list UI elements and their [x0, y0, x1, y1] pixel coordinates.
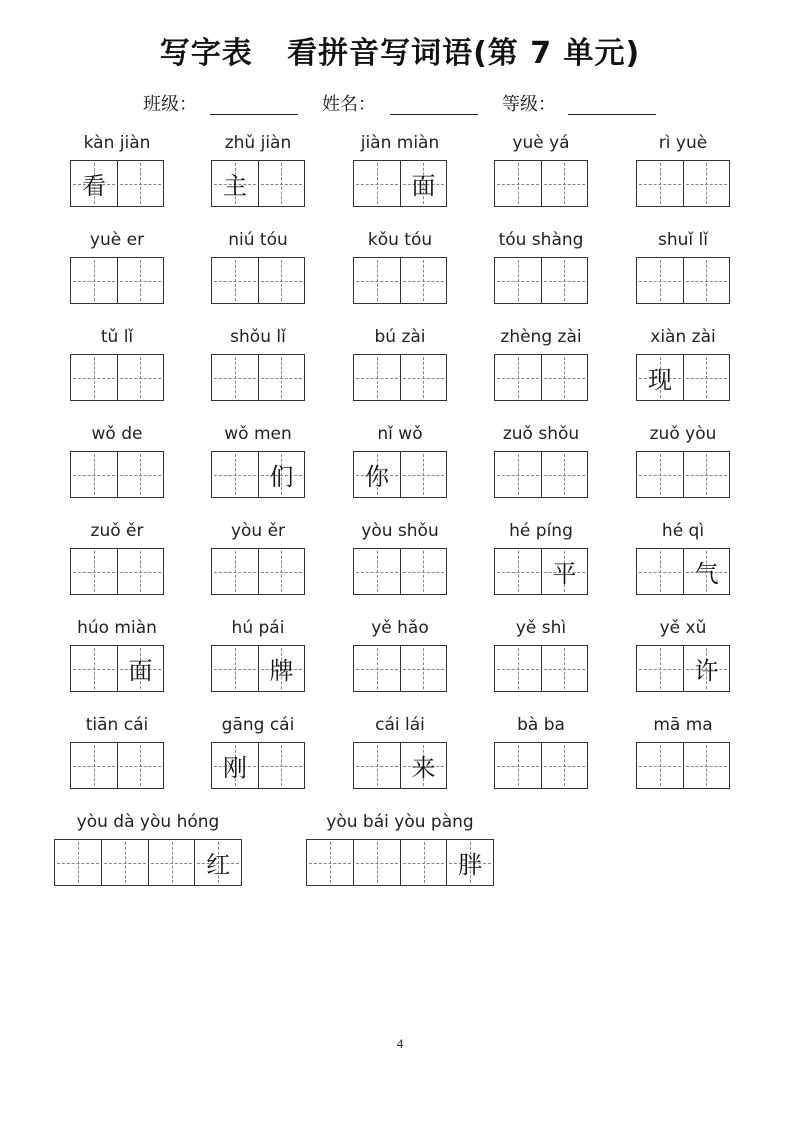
pinyin-label: yě hǎo — [371, 618, 429, 638]
writing-cell[interactable] — [683, 258, 729, 303]
given-character — [71, 355, 117, 400]
given-character — [149, 840, 195, 885]
pinyin-label: zhèng zài — [500, 327, 582, 347]
given-character: 看 — [81, 172, 106, 200]
writing-cell[interactable] — [117, 646, 163, 691]
pinyin-label: zuǒ shǒu — [502, 424, 580, 444]
word-item — [353, 715, 447, 791]
tianzige-grid — [211, 742, 305, 789]
word-item — [494, 424, 588, 500]
writing-cell[interactable] — [117, 452, 163, 497]
writing-cell[interactable] — [258, 743, 304, 788]
given-character — [354, 549, 400, 594]
tianzige-grid — [494, 451, 588, 498]
tianzige-grid — [353, 160, 447, 207]
pinyin-label: tǔ lǐ — [100, 327, 134, 347]
given-character — [259, 258, 304, 303]
writing-cell[interactable] — [307, 840, 353, 885]
given-character — [637, 452, 683, 497]
writing-cell[interactable] — [212, 258, 258, 303]
writing-cell[interactable] — [637, 161, 683, 206]
word-item — [494, 521, 588, 597]
given-character — [71, 743, 117, 788]
pinyin-label: hé píng — [509, 521, 573, 541]
word-item — [211, 327, 305, 403]
given-character: 们 — [269, 463, 294, 491]
word-item — [636, 327, 730, 403]
given-character — [684, 258, 729, 303]
pinyin-label: zhǔ jiàn — [224, 133, 292, 153]
given-character: 胖 — [458, 851, 483, 879]
pinyin-label: hé qì — [661, 521, 705, 541]
tianzige-grid — [494, 160, 588, 207]
writing-cell[interactable] — [400, 549, 446, 594]
tianzige-grid — [353, 742, 447, 789]
pinyin-label: cái lái — [375, 715, 425, 735]
pinyin-label: tóu shàng — [498, 230, 584, 250]
tianzige-grid — [636, 645, 730, 692]
given-character — [495, 549, 541, 594]
pinyin-label: yě xǔ — [659, 618, 707, 638]
word-item — [636, 230, 730, 306]
given-character — [401, 355, 446, 400]
given-character — [354, 258, 400, 303]
writing-cell[interactable] — [683, 743, 729, 788]
tianzige-grid — [70, 742, 164, 789]
writing-cell[interactable] — [541, 452, 587, 497]
writing-cell[interactable] — [495, 355, 541, 400]
given-character — [637, 646, 683, 691]
tianzige-grid — [353, 451, 447, 498]
writing-cell[interactable] — [400, 840, 447, 885]
pinyin-label: nǐ wǒ — [377, 424, 423, 444]
tianzige-grid — [636, 742, 730, 789]
given-character: 刚 — [222, 754, 247, 782]
writing-cell[interactable] — [194, 840, 241, 885]
word-item — [353, 521, 447, 597]
word-item — [54, 812, 242, 888]
pinyin-label: niú tóu — [228, 230, 288, 250]
tianzige-grid — [70, 257, 164, 304]
word-item — [636, 424, 730, 500]
given-character — [118, 258, 163, 303]
pinyin-label: wǒ de — [91, 424, 143, 444]
writing-cell[interactable] — [212, 743, 258, 788]
given-character — [354, 840, 400, 885]
word-item — [306, 812, 494, 888]
tianzige-grid — [494, 257, 588, 304]
writing-cell[interactable] — [495, 549, 541, 594]
writing-cell[interactable] — [71, 549, 117, 594]
tianzige-grid — [211, 257, 305, 304]
writing-cell[interactable] — [212, 355, 258, 400]
writing-cell[interactable] — [541, 646, 587, 691]
word-item — [353, 230, 447, 306]
word-item — [636, 133, 730, 209]
writing-cell[interactable] — [71, 743, 117, 788]
pinyin-label: kǒu tóu — [367, 230, 433, 250]
writing-cell[interactable] — [71, 646, 117, 691]
pinyin-label: shǒu lǐ — [230, 327, 286, 347]
tianzige-grid — [353, 548, 447, 595]
given-character — [259, 355, 304, 400]
writing-cell[interactable] — [101, 840, 148, 885]
given-character — [118, 355, 163, 400]
given-character — [401, 646, 446, 691]
tianzige-grid — [494, 645, 588, 692]
tianzige-grid — [70, 548, 164, 595]
word-item — [70, 618, 164, 694]
writing-cell[interactable] — [258, 646, 304, 691]
writing-cell[interactable] — [637, 646, 683, 691]
writing-cell[interactable] — [258, 258, 304, 303]
pinyin-label: kàn jiàn — [83, 133, 151, 153]
pinyin-label: yòu shǒu — [361, 521, 439, 541]
grade-blank[interactable] — [568, 114, 656, 115]
name-label: 姓名： — [322, 94, 376, 115]
given-character — [495, 743, 541, 788]
pinyin-label: zuǒ ěr — [90, 521, 144, 541]
given-character — [354, 355, 400, 400]
tianzige-grid — [494, 742, 588, 789]
given-character — [495, 258, 541, 303]
tianzige-grid — [211, 548, 305, 595]
tianzige-grid — [70, 451, 164, 498]
tianzige-grid — [636, 451, 730, 498]
pinyin-label: tiān cái — [85, 715, 149, 735]
name-blank[interactable] — [390, 114, 478, 115]
writing-cell[interactable] — [637, 452, 683, 497]
grade-label: 等级： — [502, 94, 556, 115]
given-character — [542, 743, 587, 788]
word-item — [70, 521, 164, 597]
given-character — [71, 646, 117, 691]
given-character — [401, 840, 447, 885]
word-item — [353, 133, 447, 209]
given-character — [637, 258, 683, 303]
given-character: 许 — [694, 657, 719, 685]
word-item — [211, 133, 305, 209]
given-character — [259, 743, 304, 788]
pinyin-label: shuǐ lǐ — [658, 230, 708, 250]
given-character: 来 — [411, 754, 436, 782]
writing-cell[interactable] — [637, 743, 683, 788]
given-character — [212, 452, 258, 497]
tianzige-grid — [70, 160, 164, 207]
pinyin-label: mā ma — [653, 715, 713, 735]
writing-cell[interactable] — [541, 355, 587, 400]
pinyin-label: yě shì — [515, 618, 567, 638]
word-item — [494, 327, 588, 403]
writing-cell[interactable] — [495, 646, 541, 691]
tianzige-grid — [636, 354, 730, 401]
pinyin-label: yuè er — [89, 230, 145, 250]
pinyin-label: yòu bái yòu pàng — [326, 812, 474, 832]
word-item — [494, 230, 588, 306]
class-blank[interactable] — [210, 114, 298, 115]
given-character — [102, 840, 148, 885]
given-character — [212, 258, 258, 303]
writing-cell[interactable] — [354, 452, 400, 497]
writing-cell[interactable] — [354, 258, 400, 303]
given-character — [354, 161, 400, 206]
word-item — [636, 715, 730, 791]
given-character — [118, 452, 163, 497]
writing-cell[interactable] — [683, 646, 729, 691]
writing-cell[interactable] — [400, 452, 446, 497]
pinyin-label: yuè yá — [512, 133, 570, 153]
writing-cell[interactable] — [258, 161, 304, 206]
pinyin-label: zuǒ yòu — [649, 424, 717, 444]
given-character — [637, 161, 683, 206]
given-character — [118, 549, 163, 594]
word-item — [211, 230, 305, 306]
given-character — [542, 355, 587, 400]
writing-cell[interactable] — [117, 258, 163, 303]
given-character — [354, 743, 400, 788]
writing-cell[interactable] — [683, 549, 729, 594]
writing-cell[interactable] — [495, 161, 541, 206]
given-character — [542, 161, 587, 206]
given-character — [118, 743, 163, 788]
writing-cell[interactable] — [71, 258, 117, 303]
writing-cell[interactable] — [117, 355, 163, 400]
given-character — [259, 549, 304, 594]
given-character — [212, 355, 258, 400]
class-label: 班级： — [143, 94, 197, 115]
writing-cell[interactable] — [683, 452, 729, 497]
pinyin-label: wǒ men — [224, 424, 292, 444]
given-character — [684, 452, 729, 497]
writing-cell[interactable] — [683, 355, 729, 400]
word-item — [353, 618, 447, 694]
given-character — [259, 161, 304, 206]
given-character — [684, 743, 729, 788]
given-character — [401, 258, 446, 303]
word-item — [494, 715, 588, 791]
tianzige-grid — [211, 645, 305, 692]
tianzige-grid — [211, 160, 305, 207]
writing-cell[interactable] — [446, 840, 493, 885]
student-info-row — [0, 90, 800, 120]
writing-cell[interactable] — [353, 840, 400, 885]
writing-cell[interactable] — [541, 549, 587, 594]
given-character — [118, 161, 163, 206]
writing-cell[interactable] — [117, 743, 163, 788]
writing-cell[interactable] — [354, 355, 400, 400]
writing-cell[interactable] — [637, 355, 683, 400]
word-item — [211, 521, 305, 597]
pinyin-label: bú zài — [374, 327, 426, 347]
writing-cell[interactable] — [212, 549, 258, 594]
given-character: 牌 — [269, 657, 294, 685]
word-item — [70, 327, 164, 403]
given-character: 面 — [411, 172, 436, 200]
writing-cell[interactable] — [541, 161, 587, 206]
tianzige-grid — [70, 354, 164, 401]
tianzige-grid — [353, 645, 447, 692]
pinyin-label: yòu dà yòu hóng — [76, 812, 220, 832]
writing-cell[interactable] — [258, 549, 304, 594]
given-character — [542, 452, 587, 497]
given-character — [71, 258, 117, 303]
given-character — [307, 840, 353, 885]
pinyin-label: bà ba — [517, 715, 565, 735]
given-character — [55, 840, 101, 885]
given-character — [495, 355, 541, 400]
writing-cell[interactable] — [541, 258, 587, 303]
given-character: 主 — [222, 172, 247, 200]
given-character — [684, 161, 729, 206]
writing-cell[interactable] — [637, 258, 683, 303]
writing-cell[interactable] — [683, 161, 729, 206]
page-number: 4 — [396, 1036, 404, 1051]
word-item — [353, 424, 447, 500]
given-character: 气 — [694, 560, 719, 588]
word-item — [211, 618, 305, 694]
tianzige-grid — [353, 354, 447, 401]
given-character — [401, 549, 446, 594]
word-item — [70, 133, 164, 209]
word-item — [494, 618, 588, 694]
writing-cell[interactable] — [400, 646, 446, 691]
given-character — [354, 646, 400, 691]
writing-cell[interactable] — [400, 355, 446, 400]
writing-cell[interactable] — [495, 258, 541, 303]
given-character — [542, 646, 587, 691]
writing-cell[interactable] — [400, 743, 446, 788]
writing-cell[interactable] — [400, 258, 446, 303]
word-item — [70, 230, 164, 306]
given-character — [495, 161, 541, 206]
pinyin-label: rì yuè — [658, 133, 708, 153]
word-item — [70, 424, 164, 500]
writing-cell[interactable] — [71, 452, 117, 497]
pinyin-label: jiàn miàn — [360, 133, 440, 153]
word-item — [211, 424, 305, 500]
writing-cell[interactable] — [212, 646, 258, 691]
writing-cell[interactable] — [55, 840, 101, 885]
tianzige-grid — [211, 354, 305, 401]
word-item — [636, 521, 730, 597]
pinyin-label: hú pái — [231, 618, 285, 638]
tianzige-grid — [70, 645, 164, 692]
pinyin-label: gāng cái — [221, 715, 295, 735]
writing-cell[interactable] — [212, 161, 258, 206]
given-character: 你 — [364, 463, 389, 491]
given-character — [684, 355, 729, 400]
given-character: 平 — [552, 560, 577, 588]
writing-cell[interactable] — [400, 161, 446, 206]
given-character — [495, 646, 541, 691]
given-character: 现 — [647, 366, 672, 394]
given-character — [71, 549, 117, 594]
given-character — [637, 549, 683, 594]
writing-cell[interactable] — [354, 743, 400, 788]
tianzige-grid — [636, 257, 730, 304]
worksheet-title: 写字表 看拼音写词语(第 7 单元) — [159, 36, 641, 71]
tianzige-grid — [494, 548, 588, 595]
given-character — [212, 646, 258, 691]
writing-cell[interactable] — [541, 743, 587, 788]
writing-cell[interactable] — [212, 452, 258, 497]
writing-cell[interactable] — [495, 743, 541, 788]
word-item — [211, 715, 305, 791]
tianzige-grid — [306, 839, 494, 886]
tianzige-grid — [636, 160, 730, 207]
pinyin-label: húo miàn — [77, 618, 157, 638]
writing-cell[interactable] — [117, 161, 163, 206]
tianzige-grid — [636, 548, 730, 595]
tianzige-grid — [211, 451, 305, 498]
writing-cell[interactable] — [71, 161, 117, 206]
writing-cell[interactable] — [495, 452, 541, 497]
writing-cell[interactable] — [354, 646, 400, 691]
writing-cell[interactable] — [148, 840, 195, 885]
writing-cell[interactable] — [354, 549, 400, 594]
word-item — [636, 618, 730, 694]
pinyin-label: xiàn zài — [650, 327, 716, 347]
word-item — [353, 327, 447, 403]
given-character — [71, 452, 117, 497]
tianzige-grid — [353, 257, 447, 304]
writing-cell[interactable] — [354, 161, 400, 206]
tianzige-grid — [494, 354, 588, 401]
word-item — [70, 715, 164, 791]
writing-cell[interactable] — [258, 355, 304, 400]
writing-cell[interactable] — [258, 452, 304, 497]
writing-cell[interactable] — [71, 355, 117, 400]
given-character — [637, 743, 683, 788]
writing-cell[interactable] — [637, 549, 683, 594]
given-character — [212, 549, 258, 594]
pinyin-label: yòu ěr — [230, 521, 286, 541]
given-character: 面 — [128, 657, 153, 685]
writing-cell[interactable] — [117, 549, 163, 594]
given-character — [401, 452, 446, 497]
given-character: 红 — [206, 851, 231, 879]
given-character — [542, 258, 587, 303]
given-character — [495, 452, 541, 497]
tianzige-grid — [54, 839, 242, 886]
word-item — [494, 133, 588, 209]
